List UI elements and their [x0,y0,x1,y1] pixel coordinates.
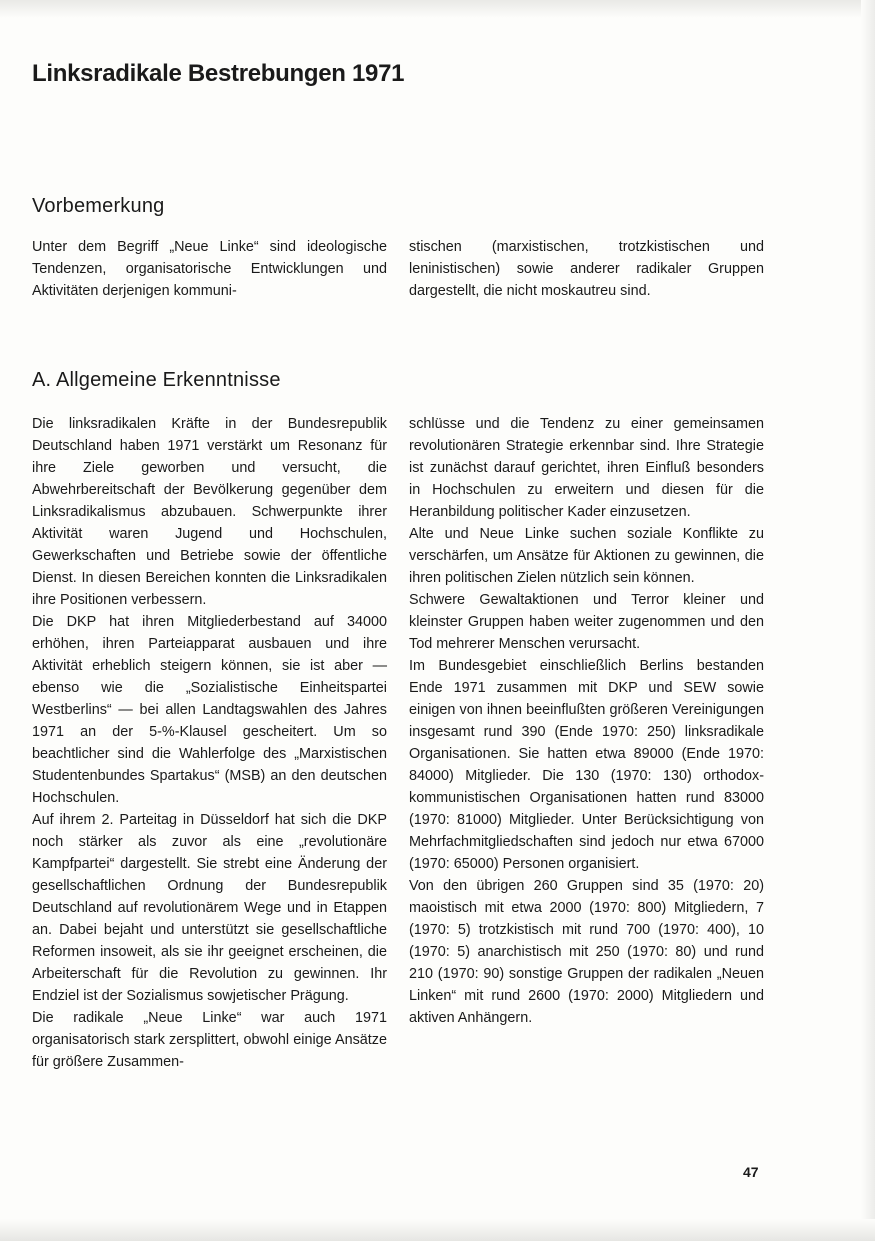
preface-right-column [409,236,764,302]
paragraph: Die linksradikalen Kräfte in der Bundesrepublik Deutschland haben 1971 verstärkt um Resonanz für ihre Ziele geworben und versucht, die Abwehrbereitschaft der Bevölkerung gegenüber dem Linksradikalismus abzubauen. Schwerpunkte ihrer Aktivität waren Jugend und Hochschulen, Gewerkschaften und Betriebe sowie der öffentliche Dienst. In diesen Bereichen konnten die Linksradikalen ihre Positionen verbessern. [32,416,387,608]
page-edge-top [0,0,875,18]
page-edge-bottom [0,1219,875,1241]
paragraph: Im Bundesgebiet einschließlich Berlins bestanden Ende 1971 zusammen mit DKP und SEW sowie einigen von ihnen beeinflußten größeren Vereinigungen insgesamt rund 390 (Ende 1970: 250) linksradikale Organisationen. Sie hatten etwa 89000 (Ende 1970: 84000) Mitglieder. Die 130 (1970: 130) orthodox-kommunistischen Organisationen hatten rund 83000 (1970: 81000) Mitglieder. Unter Berücksichtigung von Mehrfachmitgliedschaften sind jedoch nur etwa 67000 (1970: 65000) Personen organisiert. [409,658,764,872]
page-title: Linksradikale Bestrebungen 1971 [32,60,405,87]
page-edge-right [861,0,875,1241]
preface-left-column [32,236,387,302]
page-number: 47 [743,1164,759,1180]
section-a-heading: A. Allgemeine Erkenntnisse [32,369,281,391]
preface-right-text: stischen (marxistischen, trotzkistischen und leninistischen) sowie anderer radikaler Gruppen dargestellt, die nicht moskautreu sind. [409,239,764,299]
paragraph: Auf ihrem 2. Parteitag in Düsseldorf hat sich die DKP noch stärker als zuvor als eine „revolutionäre Kampfpartei“ dargestellt. Sie strebt eine Änderung der gesellschaftlichen Ordnung der Bundesrepublik Deutschland auf revolutionärem Wege und in Etappen an. Dabei bejaht und unterstützt sie gesellschaftliche Reformen insoweit, als sie ihr geeignet erscheinen, die Arbeiterschaft für die Revolution zu gewinnen. Ihr Endziel ist der Sozialismus sowjetischer Prägung. [32,812,387,1004]
paragraph: Alte und Neue Linke suchen soziale Konflikte zu verschärfen, um Ansätze für Aktionen zu gewinnen, die ihren politischen Zielen nützlich sein können. [409,526,764,586]
preface-left-text: Unter dem Begriff „Neue Linke“ sind ideologische Tendenzen, organisatorische Entwicklungen und Aktivitäten derjenigen kommuni- [32,239,387,299]
paragraph: Die radikale „Neue Linke“ war auch 1971 organisatorisch stark zersplittert, obwohl einige Ansätze für größere Zusammen- [32,1010,387,1070]
paragraph: Schwere Gewaltaktionen und Terror kleiner und kleinster Gruppen haben weiter zugenommen und den Tod mehrerer Menschen verursacht. [409,592,764,652]
preface-heading: Vorbemerkung [32,195,165,217]
paragraph: schlüsse und die Tendenz zu einer gemeinsamen revolutionären Strategie erkennbar sind. Ihre Strategie ist zunächst darauf gerichtet, ihren Einfluß besonders in Hochschulen zu erweitern und diesen für die Heranbildung politischer Kader einzusetzen. [409,416,764,520]
section-a-right-column [409,413,764,1029]
paragraph: Die DKP hat ihren Mitgliederbestand auf 34000 erhöhen, ihren Parteiapparat ausbauen und ihre Aktivität erheblich steigern können, sie ist aber — ebenso wie die „Sozialistische Einheitspartei Westberlins“ — bei allen Landtagswahlen des Jahres 1971 an der 5-%-Klausel gescheitert. Um so beachtlicher sind die Wahlerfolge des „Marxistischen Studentenbundes Spartakus“ (MSB) an den deutschen Hochschulen. [32,614,387,806]
section-a-left-column [32,413,387,1073]
paragraph: Von den übrigen 260 Gruppen sind 35 (1970: 20) maoistisch mit etwa 2000 (1970: 800) Mitgliedern, 7 (1970: 5) trotzkistisch mit rund 700 (1970: 400), 10 (1970: 5) anarchistisch mit 250 (1970: 80) und rund 210 (1970: 90) sonstige Gruppen der radikalen „Neuen Linken“ mit rund 2600 (1970: 2000) Mitgliedern und aktiven Anhängern. [409,878,764,1026]
